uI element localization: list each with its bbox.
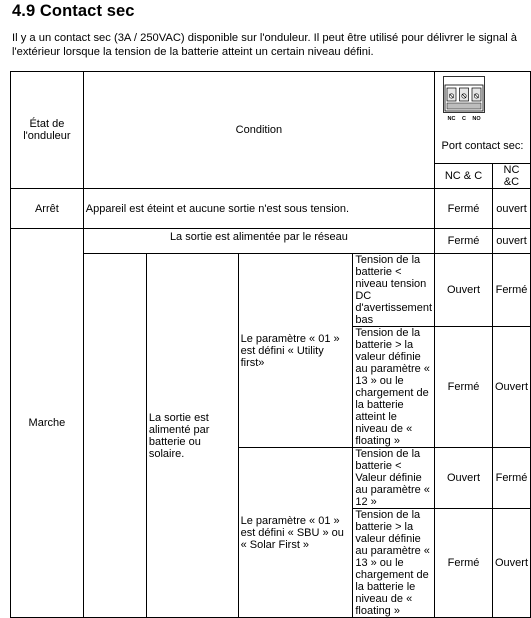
header-condition: Condition <box>83 72 434 189</box>
terminal-label-c: C <box>462 116 467 122</box>
battery-3-nc-c: Ouvert <box>435 448 493 509</box>
table-row-off <box>11 189 531 229</box>
header-inverter-state: État de l'onduleur <box>11 72 84 189</box>
battery-source-label: La sortie est alimenté par batterie ou solaire. <box>146 254 238 618</box>
battery-4-nc-c: Fermé <box>435 509 493 618</box>
param-sbu-solar-first: Le paramètre « 01 » est défini « SBU » ou « Solar First » <box>238 448 353 618</box>
table-row-grid <box>11 229 531 254</box>
subheader-no-c: NC &C <box>492 164 530 189</box>
condition-battery-1: Tension de la batterie < niveau tension DC d'avertissement bas <box>353 254 435 327</box>
header-row <box>11 72 531 164</box>
condition-battery-4: Tension de la batterie > la valeur définie au paramètre « 13 » ou le chargement de la batterie le niveau de « floating » <box>353 509 435 618</box>
battery-2-nc-c: Fermé <box>435 327 493 448</box>
off-nc-c: Fermé <box>435 189 493 229</box>
state-off: Arrêt <box>11 189 84 229</box>
grid-nc-c: Fermé <box>435 229 493 254</box>
battery-4-no-c: Ouvert <box>492 509 530 618</box>
battery-2-no-c: Ouvert <box>492 327 530 448</box>
condition-grid: La sortie est alimentée par le réseau <box>83 229 434 254</box>
param-utility-first: Le paramètre « 01 » est défini « Utility first» <box>238 254 353 448</box>
grid-no-c: ouvert <box>492 229 530 254</box>
header-port-label: Port contact sec: <box>441 140 524 152</box>
condition-off: Appareil est éteint et aucune sortie n'est sous tension. <box>83 189 434 229</box>
state-on: Marche <box>11 229 84 618</box>
battery-3-no-c: Fermé <box>492 448 530 509</box>
header-port-cell <box>435 72 531 164</box>
terminal-label-nc: NC <box>447 116 456 122</box>
page-title: 4.9 Contact sec <box>12 2 135 20</box>
table-row-battery-1 <box>11 254 531 327</box>
spacer-cell <box>83 254 146 618</box>
battery-1-nc-c: Ouvert <box>435 254 493 327</box>
condition-battery-3: Tension de la batterie < Valeur définie au paramètre « 12 » <box>353 448 435 509</box>
terminal-label-no: NO <box>472 116 481 122</box>
intro-paragraph: Il y a un contact sec (3A / 250VAC) disponible sur l'onduleur. Il peut être utilisé pour délivrer le signal à l'extérieur lorsque la tension de la batterie atteint un certain niveau défini. <box>12 32 518 58</box>
condition-battery-2: Tension de la batterie > la valeur définie au paramètre « 13 » ou le chargement de la batterie atteint le niveau de « floating » <box>353 327 435 448</box>
dry-contact-terminal-icon <box>443 76 485 124</box>
off-no-c: ouvert <box>492 189 530 229</box>
dry-contact-table <box>10 71 531 618</box>
battery-1-no-c: Fermé <box>492 254 530 327</box>
subheader-nc-c: NC & C <box>435 164 493 189</box>
